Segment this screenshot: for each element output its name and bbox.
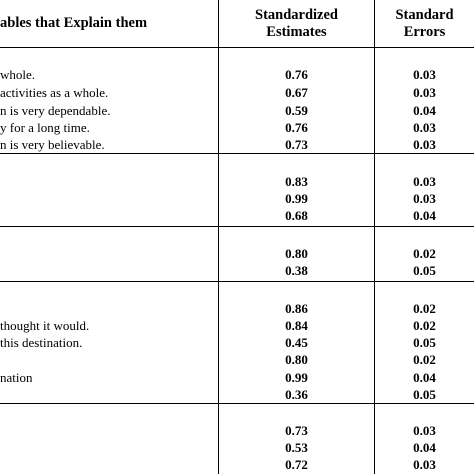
row-label: thought it would. (0, 318, 90, 333)
row-estimate: 0.59 (285, 103, 308, 118)
row-error: 0.02 (413, 246, 436, 261)
table-row (0, 119, 474, 136)
table-row (0, 66, 474, 83)
table-row (0, 456, 474, 473)
row-estimate: 0.73 (285, 137, 308, 152)
row-estimate: 0.76 (285, 120, 308, 135)
row-error: 0.05 (413, 387, 436, 402)
group-rule-1 (0, 153, 474, 154)
row-label: whole. (0, 67, 36, 82)
table-row (0, 334, 474, 351)
table-row (0, 439, 474, 456)
header-standardized-estimates (220, 7, 373, 41)
row-label: nation (0, 370, 33, 385)
row-estimate: 0.72 (285, 457, 308, 472)
header-variables: ables that Explain them (0, 15, 148, 31)
row-estimate: 0.36 (285, 387, 308, 402)
row-estimate: 0.86 (285, 301, 308, 316)
header-estimates-line1: Standardized (255, 7, 338, 23)
row-error: 0.04 (413, 103, 436, 118)
table-row (0, 300, 474, 317)
row-error: 0.03 (413, 191, 436, 206)
row-error: 0.02 (413, 318, 436, 333)
row-label: activities as a whole. (0, 85, 109, 100)
row-error: 0.02 (413, 301, 436, 316)
table-row (0, 245, 474, 262)
row-estimate: 0.73 (285, 423, 308, 438)
row-error: 0.05 (413, 335, 436, 350)
table-row (0, 102, 474, 119)
group-rule-4 (0, 403, 474, 404)
row-error: 0.03 (413, 174, 436, 189)
row-error: 0.03 (413, 120, 436, 135)
header-standard-errors (375, 7, 474, 41)
table-row (0, 207, 474, 224)
header-estimates-line2: Estimates (266, 24, 327, 40)
table-row (0, 136, 474, 153)
table-row (0, 173, 474, 190)
table-row (0, 422, 474, 439)
table-row (0, 190, 474, 207)
row-estimate: 0.84 (285, 318, 308, 333)
row-label: this destination. (0, 335, 83, 350)
table-row (0, 386, 474, 403)
row-error: 0.03 (413, 423, 436, 438)
group-rule-3 (0, 281, 474, 282)
row-estimate: 0.45 (285, 335, 308, 350)
table-row (0, 84, 474, 101)
row-error: 0.04 (413, 370, 436, 385)
group-rule-2 (0, 226, 474, 227)
row-estimate: 0.99 (285, 191, 308, 206)
row-error: 0.04 (413, 208, 436, 223)
row-label: n is very dependable. (0, 103, 111, 118)
table-row (0, 262, 474, 279)
row-error: 0.03 (413, 67, 436, 82)
row-estimate: 0.80 (285, 246, 308, 261)
table-row (0, 351, 474, 368)
row-error: 0.03 (413, 457, 436, 472)
row-estimate: 0.38 (285, 263, 308, 278)
row-estimate: 0.99 (285, 370, 308, 385)
row-error: 0.03 (413, 137, 436, 152)
row-estimate: 0.83 (285, 174, 308, 189)
row-label: y for a long time. (0, 120, 90, 135)
table-row (0, 369, 474, 386)
row-estimate: 0.53 (285, 440, 308, 455)
row-estimate: 0.68 (285, 208, 308, 223)
header-rule (0, 47, 474, 48)
row-estimate: 0.76 (285, 67, 308, 82)
header-errors-line2: Errors (403, 24, 446, 40)
header-errors-line1: Standard (395, 7, 454, 23)
row-error: 0.02 (413, 352, 436, 367)
row-error: 0.05 (413, 263, 436, 278)
row-estimate: 0.67 (285, 85, 308, 100)
row-error: 0.03 (413, 85, 436, 100)
table-row (0, 317, 474, 334)
row-error: 0.04 (413, 440, 436, 455)
row-estimate: 0.80 (285, 352, 308, 367)
row-label: n is very believable. (0, 137, 105, 152)
